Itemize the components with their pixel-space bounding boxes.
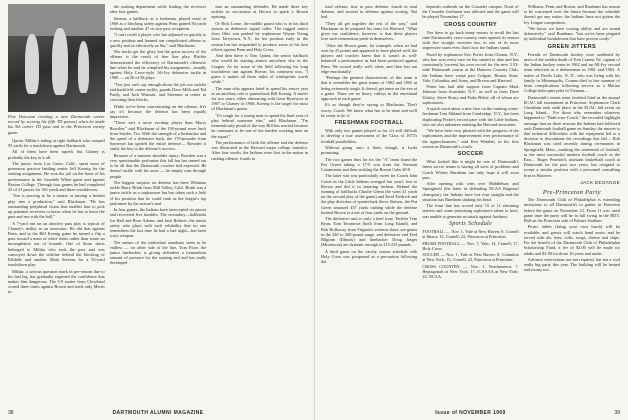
schedule-item: SOCCER — Nov. 1, Yale at New Haven; 8, Columbia at New York; 15, Cornell; 22, Princeton at Princeton. [422,252,519,263]
paragraph: Without going onto a limb, though, it looks promising. [321,145,418,156]
page-number: 39 [614,410,620,416]
paragraph: "They all get together the rest of the way," said Blackman as he prepared his team for Harvard. "What gives me confidence, however, is that these players love such tremendous pride in themselves. [321,20,418,42]
schedule-item: FOOTBALL — Nov. 1, Yale at New Haven; 8, Cornell at Ithaca; 15, Cornell; 22, Princeton at Princeton. [422,229,519,240]
paragraph: the rushing department while leading the receivers after four games. [109,4,207,15]
paragraph: A 7-yard run on an abortive pass play is typical of Chaney's ability as an innovator. He did that against Penn, and in the Bill Koenig game he turned a flip a pass toward a mass of white shirts rather than waste an incompletion out of bounds. One of those shirts belonged to Mildar who took the pass and was convoyed down the sideline behind the blocking of Kildalle and another Mark Stevens for a 92-yard touchdown play. [8,220,105,268]
paragraph: The front line has scored only 10 of 11 returning starters and some promising sophomore talent to boot, was unable to generate an attack against Amherst. [422,203,519,219]
paragraph: "I can't recall a player who has adjusted so quickly to a new position and learned our complicated offense so quickly and as effectively as Stu," said Blackman. [109,32,207,48]
paragraph: "Perhaps the greatest characteristic of this team is that it resembles the great teams of 1962 and 1965 in being extremely tough. It doesn't get tense on the eve of a game. There are no heavy valleys in the emotional approach to each game. [321,75,418,102]
paragraph: Advance reservations are not required, but not a cool really big party this year. The building will be heated and roomy too. [523,256,620,273]
paragraph: "Jim is proving to be a master at turning a broken play into a production," said Blackman. "He has outstanding peripheral vision that enables him to pick up potential receivers or know when he has to leave the pass and run with the ball." [8,193,105,220]
paragraph: into an outstanding defender. He made three key tackles in succession at Brown to spark a Brown uprising. [211,4,309,20]
paragraph: You have to go back many moons to recall the last time Dartmouth's cross-country team opened its season with five straight victories but, in one of its most impressive starts ever, that's how the Indians stand. [422,29,519,51]
schedule-item: CROSS COUNTRY — Nov. 1, Northeastern; 7, Heptagonals at New York; 17, ICAAAA at New York; 24, NCAA. [422,263,519,280]
paragraph: A quick word about a new face on the running scene: freshman Tom Shiland from Cambridge, N.Y., has been duplicating Potter's record pace with the Little Indians, who are also unbeaten entering the Harvard encounter. [422,106,519,127]
paragraph: "We have been very pleased with the progress of the sophomores and the improvement over performance of the upperclassmen," said Ken Weinbel, in his first season as Dartmouth's coach. [422,128,519,149]
paragraph: Mildar, a serious question mark in pre-season due to his bad leg, has gradually regained the confidence that makes him dangerous. The 5-8 starter from Cleveland scored three times against Brown and trails only Merrit in [8,268,105,295]
paragraph: While we've been concentrating on the offense, let's say it's because the defense has been equally impressive. [109,103,207,119]
paragraph: Paced by sophomore Eric Potter from Clinton, N.Y., who has won every race he has started to date and has consistently lowered his own record for the new 5.53-mile Dartmouth course at the Hanover Country Club, the Indians have swept past Colgate, Boston State, Vale, Columbia, and Army, and Brown and Harvard. [422,51,519,83]
paragraph: The names of the individual standouts seem to be endless — on other side of the line, Tom Fiore, the junior linebacker, is giving defenders a tremendous amount of pressure for the starting end and has really developed [109,239,207,266]
section-heading-sports-schedule: Sports Schedule [448,220,492,227]
paragraph: total offense, first in pass defense, fourth in total defense, and second in defense against scoring. Not bad. [321,4,418,20]
paragraph: The backs get the glory but the great success of the offense is the result of fine line play. Ritchie demonstrated the efficiency of Dartmouth's offensive line when he said he complied his assignment—usually against Holy Cross-style. Ali-Ivy defensive tackle in 1968 — on 56 of 58 plays. [109,49,207,81]
paragraph: Friends of Dartmouth hockey were saddened by news of the sudden death of Tom Cranna '62, captain of the Indian hockey team in 1962 and an All-Ivy second team selection as a defenseman in 1961 and 1962. A native of Devils Lake, N. D., who was living with his family in Minneapolis, Cranna died in late summer of heart complications following service as a Marine College helicopter pilot in Vietnam.... [523,51,620,94]
paragraph: The biggest surprise on defense has been Whitman tackle Barry Brink from Mill Valley, Calif. Brink was a junior tackle as a sophomore but has taken such a hold of his position that he could rank as the league's top performer by the season's end. [109,180,207,206]
running-footer: DARTMOUTH ALUMNI MAGAZINE [112,410,204,416]
section-heading-cross-country: CROSS COUNTRY [444,21,497,28]
running-footer: Issue of NOVEMBER 1969 [435,410,506,416]
paragraph: The defensive unit is truly a beef trust. Tackles Tom Ryan, Tom Terranova (both from Long Island), and Bob Holloway from Virginia's western shore, are giants in the 240 to 260-pound range, and defensive end Fred Bilgram (Illinois) and linebacker Doug Jaeger (Minnesota) are dynamic enough at 215-225 pounds. [321,216,418,248]
photo-caption: Pete Donovan creating a new Dartmouth career record by scoring his fifth TD passes) when he made his 5th career TD pass and in the Princeton varsity game. [8,114,105,135]
photo-figure [78,41,90,93]
section-heading-freshman: FRESHMAN FOOTBALL [334,120,404,127]
paragraph: And then there is Tom Quinn, the senior halfback who would be starting almost anywhere else in the League. As for some of the field following his long touchdown run against Brown, his comment was, "I guess it makes all those miles of windsprints worth while." [211,53,309,85]
paragraph: What looked like it might be one of Dartmouth's finest soccer teams is having all sorts of problems and Coach Whitey Burnham can only hope it will soon pass. [422,159,519,180]
paragraph: With only two games played so far, it's still difficult to develop a true assessment of the Class of 1973's football possibilities. [321,128,418,144]
paragraph: hepatitis outbreak on the Crusader campus. None of the Crusader freshmen was affected and the game will be played November 17. [422,4,519,20]
paragraph: A third game on the varsity season schedule with Holy Cross was postponed as a precaution following the [321,248,418,265]
paragraph: Because of a summer shoulder injury, Bowden was a very questionable performer this fall but has turned out to be all that the Dartmouth coaches had expected. He doesn't tackle with his arms — he simply runs through people. [109,152,207,179]
paragraph: The two games thus far for the "A" team found the Pea Green taking a 17-0 win from the Vermont Catamounts and then tackling the Brown Cubs 40-0. [321,156,418,173]
paragraph: The Dartmouth Club of Philadelphia is extending invitations to all Dartmouth's to gather in Princeton before the game on November 22. From 11 a.m. until game time the party will be in full swing in the BITC Hall on the Princeton side of Palmer Stadium. [523,197,620,224]
photo-figure [52,28,67,95]
paragraph: Picnic tables (bring your own lunch) will be available, and guests will watch band music and be served with ale, beer, cider, soups, cheese and chips. For the benefit of the Dartmouth Club of Philadelphia Scholarship Fund, a fee of $2.00 will be made for adults and $1.00 for those 16 years and under. [523,224,620,256]
paragraph: "You just can't say enough about the job our tackles and backfield, center tackle, guards Dave Mills and Ted Pardy, and Jack Wimsatt, and Steensen at center in executing their blocks. [109,81,207,103]
author-signature: JACK DEGANGE [580,179,620,185]
paragraph: In four games, the Indians have intercepted six passes and recovered five fumbles. The secondary—halfbacks Joe Ball and Rose Adams, and Jack Roberts, the senior safety who plays with such reliability that no one remembers the last time he had a bad night—has been scary weapon. [109,207,207,239]
left-col-1 [8,4,105,398]
paragraph: Stearns, a halfback as a freshman, played most of 1968 as a blocking safety against Penn gained 84 yards rushing and another 47 on two pass receptions. [109,15,207,31]
right-page [314,0,628,420]
paragraph: "We know we have scoring ability and are sound defensively," said Burnham, "but we've been plagued by individual breakdowns that have proven costly." [523,26,620,42]
right-footer [321,410,620,416]
paragraph: After opening with wins over Middlebury and Springfield (the latter in defending NCAA Regional champion), the Indians have lost four straight and the situation has Burnham shaking his head. [422,181,519,202]
paragraph: "After the Brown game, for example, when we had won by 25 points and appeared to have played well, the players and coaches knew that it wasn't as well-balanced a performance as had been produced against Penn. We scored really well, often, and then lost our edge emotionally. [321,42,418,74]
left-footer [8,410,308,416]
sports-schedule [422,229,518,279]
paragraph: Dartmouth's tennis team finished third in the annual ECAC fall tournament at Princeton. Sophomore Clark Cheatham took sixth place in the ECAC fall event on Long Island.... For those who remember whatever happened to "Dink-a-no-Coach," the recorded highlight message that on three seasons the Indians had followed each Dartmouth football game on Sunday, the answer is that technical difficulties with the equipment led to a decision to discontinue the recordings this fall.... Bob Blackman was cited recently during ceremonies in Springfield, Mass., marking the centennial of football, as the most successful modern football coach in the East.... Roger Pearlsteil, assistant basketball coach at Dartmouth for the past two years, has resigned to accept a similar position with a personnel consulting firm in Hanover. [523,94,620,178]
paragraph: All of them have been superb, but Chaney is probably the key to it all. [8,149,105,160]
paragraph: The man who appears fated to spend his senior year in an ancillary role is quarterback Bill Koenig. A starter for two years, either alternating with Gene Ryzewicz in 1967 or Chaney in 1968, Koenig is the target for most of Blackman's praise. [211,85,309,112]
right-col-1 [321,4,417,398]
paragraph: Quinn, Mildar's fading at right halfback who romped 93 yards for a touchdown against Dartmouth. [8,137,105,149]
paragraph: "There isn't a more exciting player than Murry Bowden," said Blackman of the 190-pound rover back from Snyder, Tex. With the strength of a linebacker and the speed of a defensive back, the 170-pounder from Somerset has ignited the entire defense— Bowden is easily the key to the defense's success. [109,120,207,152]
paragraph: The junior from Las Gatos, Calif., spent most of preseason practice battling senior Jeff Koenig for the starting assignment. He won the job on the basis of his performance in the Grumble White game and against Boston College. Through four games he had completed 25 of 41 passes for 361 yards and three touchdowns. [8,161,105,193]
paragraph: The latter win was particularly sweet for Coach John Curtis as the Little Indians avenged last year's loss to Brown and did it in stunning fashion. Behind the running of halfbacks Charlie Glenn (he went 41 yards on the second play of the game) and Errol Fredrick and the play direction of quarterback Steve Stetson, the Pea Green amassed 457 yards rushing while the defense limited Brown to a net of four yards on the ground. [321,173,418,215]
left-col-3 [211,4,308,398]
section-heading-soccer: SOCCER [457,151,484,158]
schedule-item: FROSH FOOTBALL — Nov. 7, Yale; 14, Cornell; 17, Holy Cross. [422,240,519,251]
section-heading-green-jitters: GREEN JITTERS [547,43,596,50]
paragraph: "It's tough for a young man to spend his final year of play behind someone else," said Blackman. "I'm tremendously proud of the way Bill has reacted because he continues to be one of the hardest working men on the squad." [211,112,309,139]
paragraph: Williams, Penn, and Brown, and Burnham has reason to be concerned over the future because the schedule doesn't get any easier, the Indians have not gotten the Ivy League competition. [523,4,620,25]
paragraph: It's as though they're saying to Blackman, 'Don't worry, Coach. We know what has to be done and we'll be ready to do it.' [321,102,418,118]
page-number: 38 [8,410,14,416]
photo-figure [25,34,39,93]
paragraph: Potter has had able support from Captain Mark Johnson from Scarsdale, N.Y., as well as from Dave Udaloy, Steve Slurry and Parks Robie, all of whom are sophomores. [422,84,519,105]
right-col-3 [524,4,620,398]
paragraph: Or Rick Lease, the middle guard who is in his third season as defensive signal caller. The rugged senior from Ohio was pushed by sophomore Wayne Young from Tarrytown, N.Y., for his position early in the season but has responded to produce some of his best efforts against Penn and Holy Cross. [211,20,309,52]
paragraph: The performance of both the offense and the defense was illustrated in the Harvard major college statistics. After four weeks, the Indians were first in the nation in rushing offense, fourth in [211,140,309,161]
left-col-2 [110,4,207,398]
section-heading-pre-princeton: Pre-Princeton Party [542,189,601,197]
photo-quarterback [8,4,105,112]
right-col-2 [422,4,518,398]
